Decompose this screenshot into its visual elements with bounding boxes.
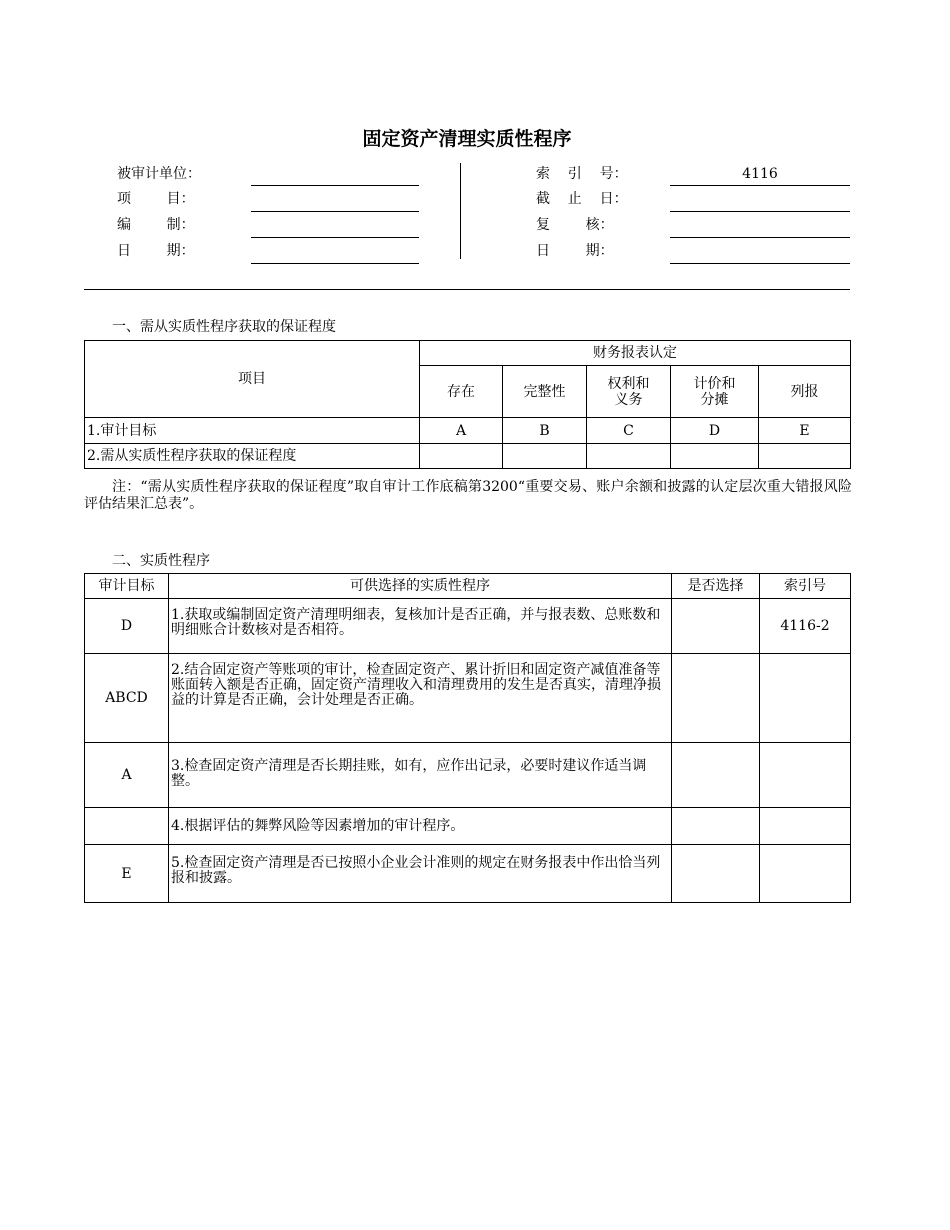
col-header-objective: 审计目标 — [85, 574, 169, 599]
col-header-procedure: 可供选择的实质性程序 — [169, 574, 672, 599]
table-row — [85, 743, 851, 808]
section1-heading: 一、需从实质性程序获取的保证程度 — [112, 319, 336, 335]
section1-note: 注：“需从实质性程序获取的保证程度”取自审计工作底稿第3200“重要交易、账户余额和披露的认定层次重大错报风险评估结果汇总表”。 — [84, 479, 852, 512]
procedure-objective — [85, 808, 169, 845]
assurance-table — [84, 340, 851, 469]
header-line — [251, 237, 419, 238]
header-line — [670, 237, 850, 238]
row-label: 1.审计目标 — [85, 418, 420, 444]
objective-cell: A — [420, 418, 503, 444]
header-line — [670, 211, 850, 212]
header-line — [251, 211, 419, 212]
procedure-selected[interactable] — [672, 845, 760, 903]
header-label-project: 项 目： — [117, 191, 195, 207]
header-label-auditee: 被审计单位： — [117, 166, 201, 182]
procedure-text: 3.检查固定资产清理是否长期挂账，如有，应作出记录，必要时建议作适当调整。 — [169, 743, 672, 808]
assurance-cell[interactable] — [587, 444, 671, 469]
procedure-selected[interactable] — [672, 743, 760, 808]
procedure-index[interactable]: 4116-2 — [760, 599, 851, 654]
procedure-objective: E — [85, 845, 169, 903]
objective-cell: D — [671, 418, 759, 444]
procedure-objective: ABCD — [85, 654, 169, 743]
assurance-cell[interactable] — [759, 444, 851, 469]
section2-heading: 二、实质性程序 — [112, 553, 210, 569]
procedure-text: 1.获取或编制固定资产清理明细表，复核加计是否正确，并与报表数、总账数和明细账合计数核对是否相符。 — [169, 599, 672, 654]
header-label-date: 日 期： — [117, 243, 195, 259]
procedure-objective: A — [85, 743, 169, 808]
col-header-index: 索引号 — [760, 574, 851, 599]
procedure-text: 5.检查固定资产清理是否已按照小企业会计准则的规定在财务报表中作出恰当列报和披露。 — [169, 845, 672, 903]
table-row — [85, 444, 851, 469]
assurance-cell[interactable] — [420, 444, 503, 469]
assertion-completeness: 完整性 — [503, 366, 587, 418]
header-label-reviewer: 复 核： — [536, 217, 614, 233]
header-rule — [84, 289, 850, 290]
table-row — [85, 418, 851, 444]
procedure-objective: D — [85, 599, 169, 654]
procedure-text: 2.结合固定资产等账项的审计，检查固定资产、累计折旧和固定资产减值准备等账面转入额是否正确，固定资产清理收入和清理费用的发生是否真实，清理净损益的计算是否正确，会计处理是否正确。 — [169, 654, 672, 743]
assertion-existence: 存在 — [420, 366, 503, 418]
col-header-assertions: 财务报表认定 — [420, 341, 851, 366]
procedure-index[interactable] — [760, 845, 851, 903]
header-label-preparer: 编 制： — [117, 217, 195, 233]
col-header-selected: 是否选择 — [672, 574, 760, 599]
objective-cell: E — [759, 418, 851, 444]
procedures-table — [84, 573, 851, 903]
objective-cell: B — [503, 418, 587, 444]
col-header-item: 项目 — [85, 341, 420, 418]
procedure-selected[interactable] — [672, 599, 760, 654]
assertion-presentation: 列报 — [759, 366, 851, 418]
procedure-index[interactable] — [760, 743, 851, 808]
row-label: 2.需从实质性程序获取的保证程度 — [85, 444, 420, 469]
procedure-index[interactable] — [760, 654, 851, 743]
assertion-rights-obligations: 权利和义务 — [587, 366, 671, 418]
header-line — [251, 185, 419, 186]
header-label-review-date: 日 期： — [536, 243, 614, 259]
procedure-selected[interactable] — [672, 808, 760, 845]
table-row — [85, 654, 851, 743]
header-line — [251, 263, 419, 264]
procedure-selected[interactable] — [672, 654, 760, 743]
header-line — [670, 263, 850, 264]
header-label-index-no: 索 引 号： — [536, 166, 628, 182]
header-value-index-no[interactable]: 4116 — [742, 166, 778, 182]
page-title: 固定资产清理实质性程序 — [362, 128, 572, 150]
assurance-cell[interactable] — [503, 444, 587, 469]
objective-cell: C — [587, 418, 671, 444]
header-line — [670, 185, 850, 186]
table-row — [85, 845, 851, 903]
procedure-text: 4.根据评估的舞弊风险等因素增加的审计程序。 — [169, 808, 672, 845]
table-row — [85, 808, 851, 845]
procedure-index[interactable] — [760, 808, 851, 845]
header-divider — [460, 163, 461, 259]
header-label-cutoff-date: 截 止 日： — [536, 191, 628, 207]
assurance-cell[interactable] — [671, 444, 759, 469]
assertion-valuation-allocation: 计价和分摊 — [671, 366, 759, 418]
table-row — [85, 599, 851, 654]
